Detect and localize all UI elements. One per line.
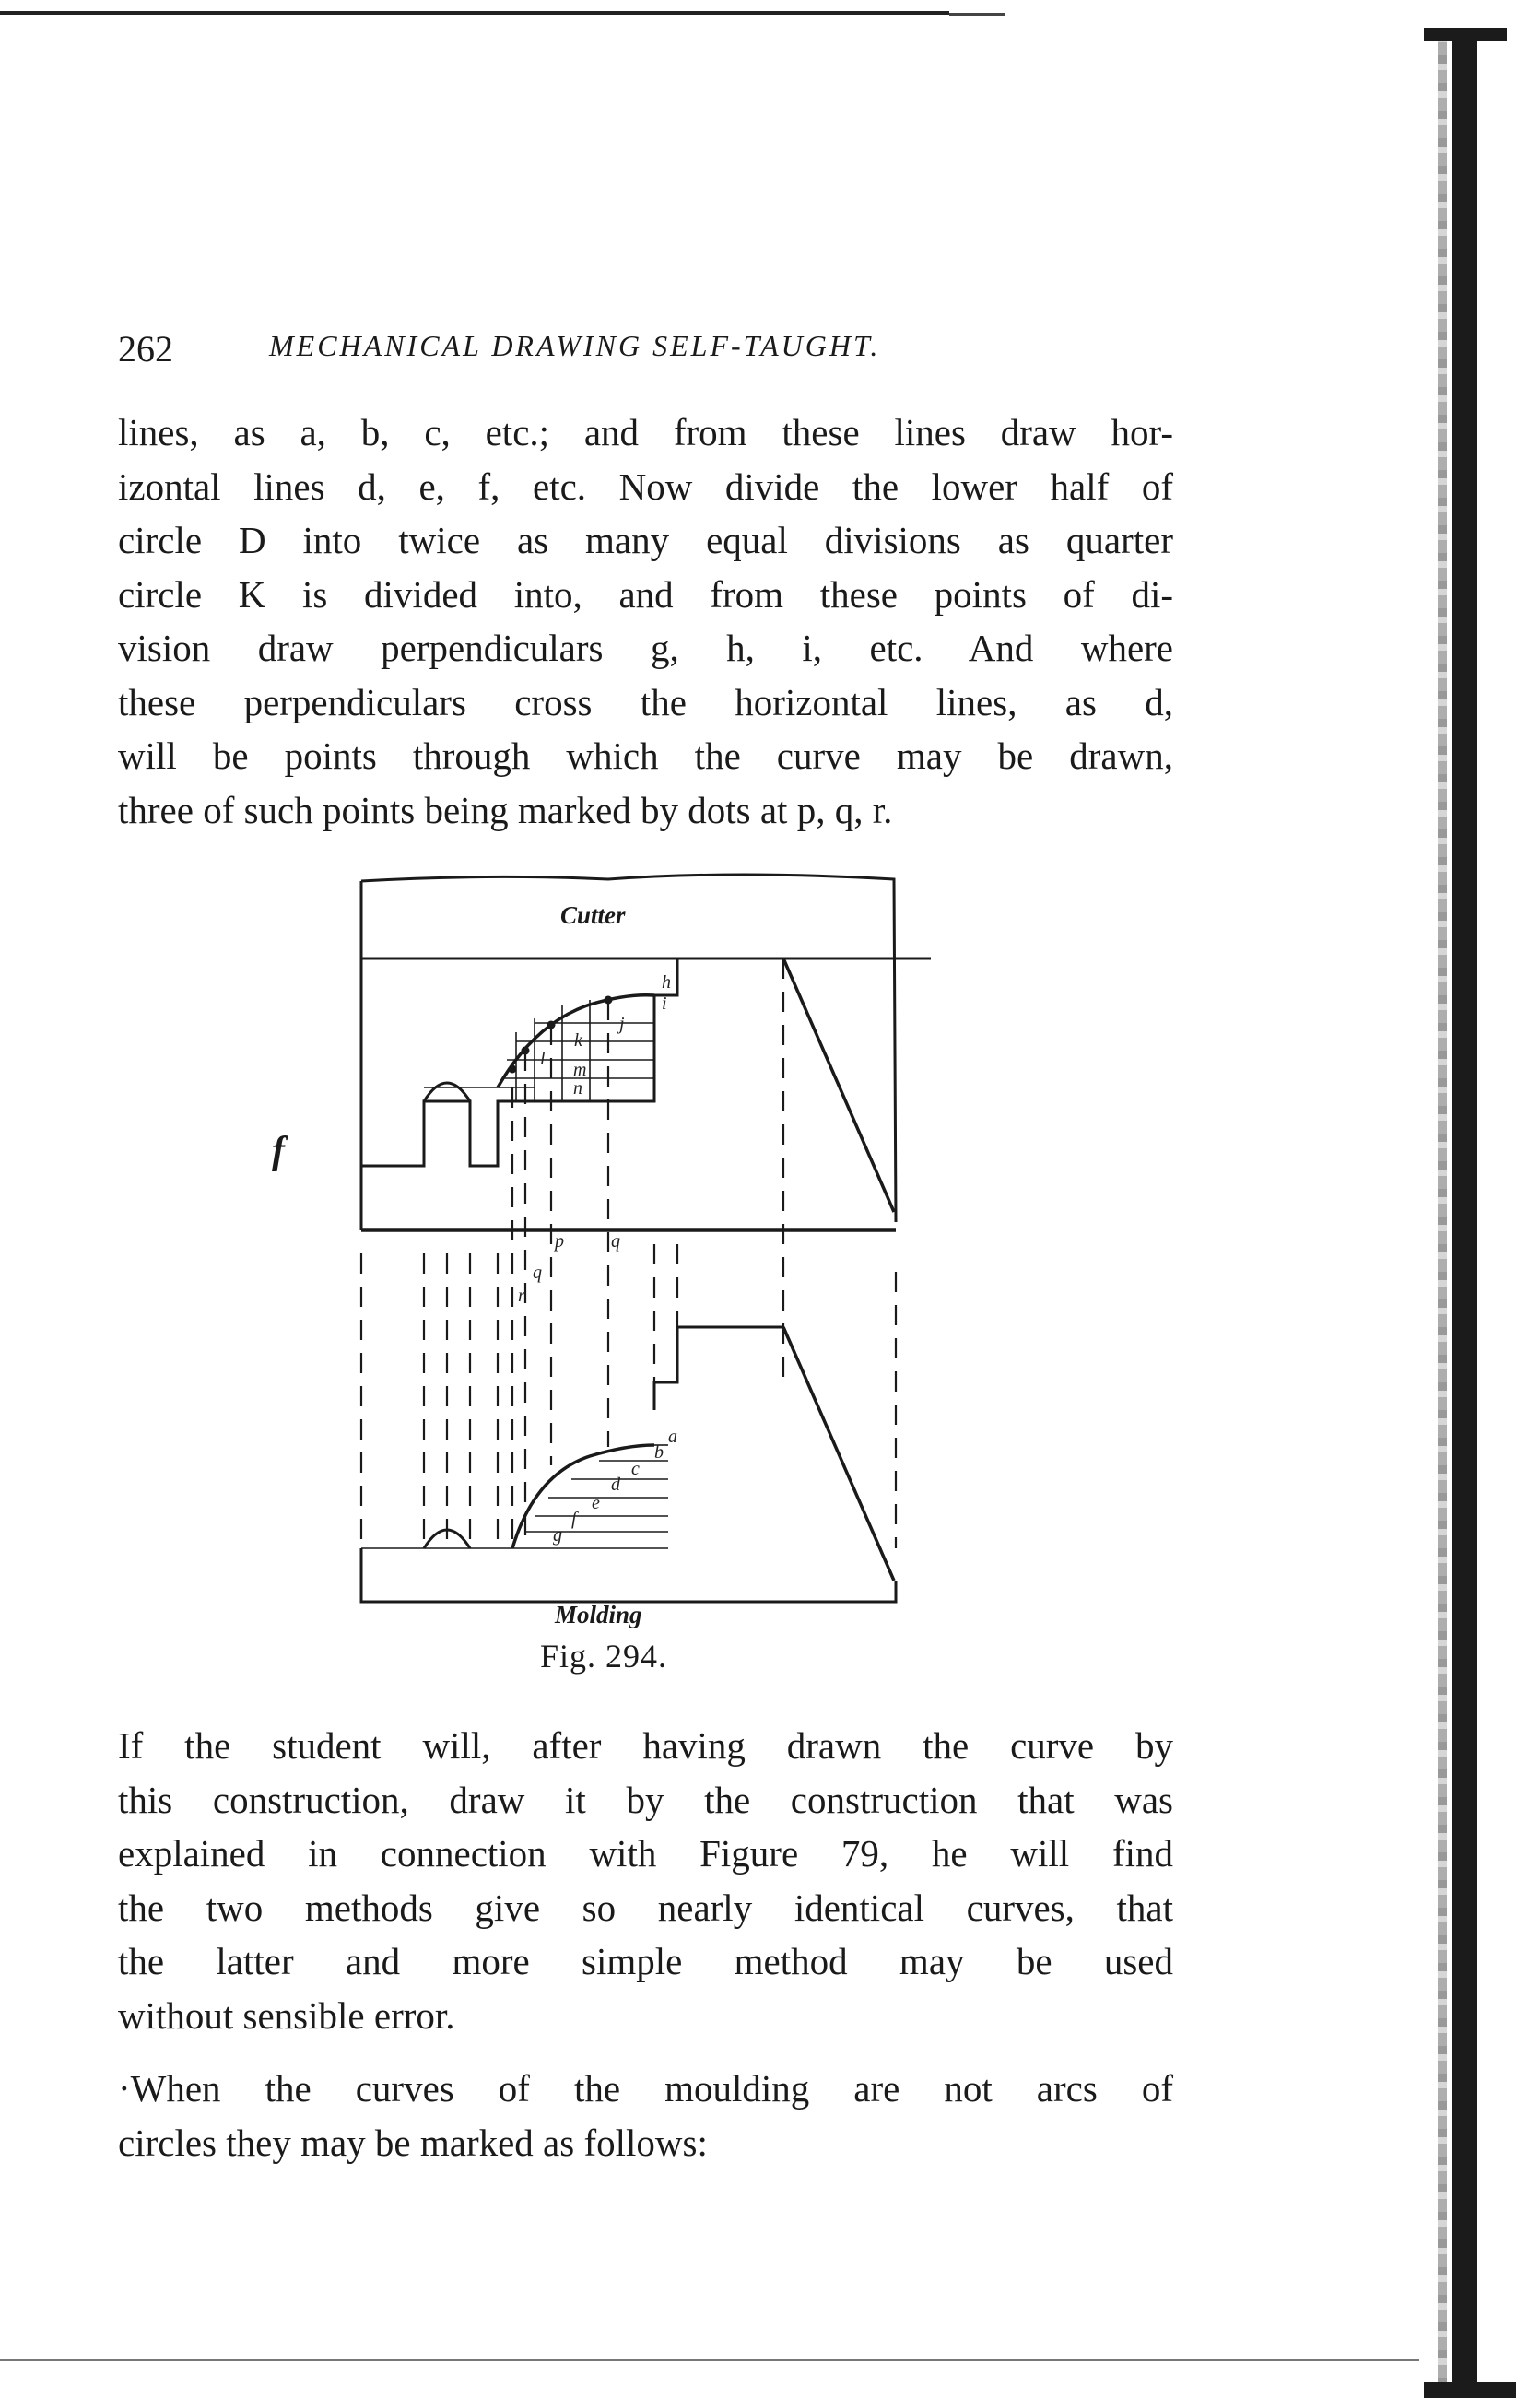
cutter-bead [424, 1083, 470, 1101]
bottom-rule [0, 2359, 1419, 2361]
letter-m: m [573, 1060, 587, 1080]
text-line: the two methods give so nearly identical curves, that [118, 1886, 1173, 1929]
text-line: this construction, draw it by the construction that was [118, 1778, 1173, 1821]
text-line: will be points through which the curve may be drawn, [118, 735, 1173, 777]
running-title: MECHANICAL DRAWING SELF-TAUGHT. [269, 329, 881, 362]
figure-label-cutter: Cutter [560, 901, 626, 929]
paragraph-3 [118, 2062, 1173, 2169]
letter-d: d [611, 1475, 620, 1495]
letter-q-top: q [611, 1231, 620, 1252]
figure-294 [350, 866, 940, 1675]
text-line: izontal lines d, e, f, etc. Now divide the lower half of [118, 464, 1173, 508]
molding-horizontals [361, 1445, 668, 1548]
text-line: ·When the curves of the moulding are not arcs of [118, 2067, 1173, 2110]
book-binding-bottom [1424, 2382, 1516, 2398]
letter-a: a [668, 1427, 677, 1447]
text-line: If the student will, after having drawn the curve by [118, 1724, 1173, 1767]
book-binding [1452, 28, 1477, 2398]
letter-k: k [574, 1030, 582, 1051]
letter-e: e [592, 1493, 600, 1513]
dashed-projection-lines [361, 958, 896, 1548]
molding-step-profile [654, 1327, 783, 1410]
stray-margin-mark: f [272, 1130, 285, 1172]
top-rule-fragment [949, 13, 1005, 16]
curve-dots [509, 996, 613, 1074]
letter-j: j [619, 1014, 625, 1034]
letter-q-side: q [533, 1263, 542, 1283]
text-line: vision draw perpendiculars g, h, i, etc. And where [118, 627, 1173, 669]
letter-n: n [573, 1078, 582, 1099]
figure-label-molding: Molding [555, 1601, 642, 1628]
paragraph-2 [118, 1719, 1173, 2042]
figure-caption: Fig. 294. [540, 1638, 668, 1675]
cutter-bevel [783, 958, 894, 1212]
text-line: the latter and more simple method may be used [118, 1940, 1173, 1982]
text-line: without sensible error. [118, 1993, 455, 2037]
book-binding-edge [1438, 28, 1447, 2398]
letter-l: l [540, 1049, 546, 1069]
text-line: these perpendiculars cross the horizontal lines, as d, [118, 680, 1173, 723]
molding-bevel [783, 1327, 894, 1581]
letter-h: h [662, 972, 671, 993]
figure-drawing [350, 866, 940, 1640]
cutter-step-profile [361, 958, 783, 1166]
text-line: explained in connection with Figure 79, he will find [118, 1832, 1173, 1875]
letter-c: c [631, 1459, 640, 1479]
letter-p: p [555, 1231, 564, 1252]
letter-f: f [571, 1509, 577, 1529]
letter-g: g [553, 1525, 562, 1546]
letter-i: i [662, 993, 667, 1014]
molding-base [361, 1548, 896, 1602]
letter-r: r [518, 1286, 525, 1306]
text-line: circle K is divided into, and from these points of di- [118, 572, 1173, 616]
cutter-outline [361, 875, 896, 1230]
page-number: 262 [118, 328, 173, 370]
letter-b: b [654, 1442, 664, 1463]
top-rule [0, 11, 949, 15]
text-line: lines, as a, b, c, etc.; and from these lines draw hor- [118, 411, 1173, 453]
text-line: circle D into twice as many equal divisions as quarter [118, 519, 1173, 561]
book-binding-top [1424, 28, 1507, 41]
text-line: circles they may be marked as follows: [118, 2121, 708, 2164]
running-head [118, 327, 1205, 373]
text-line: three of such points being marked by dots at p, q, r. [118, 788, 893, 831]
paragraph-1 [118, 406, 1173, 837]
